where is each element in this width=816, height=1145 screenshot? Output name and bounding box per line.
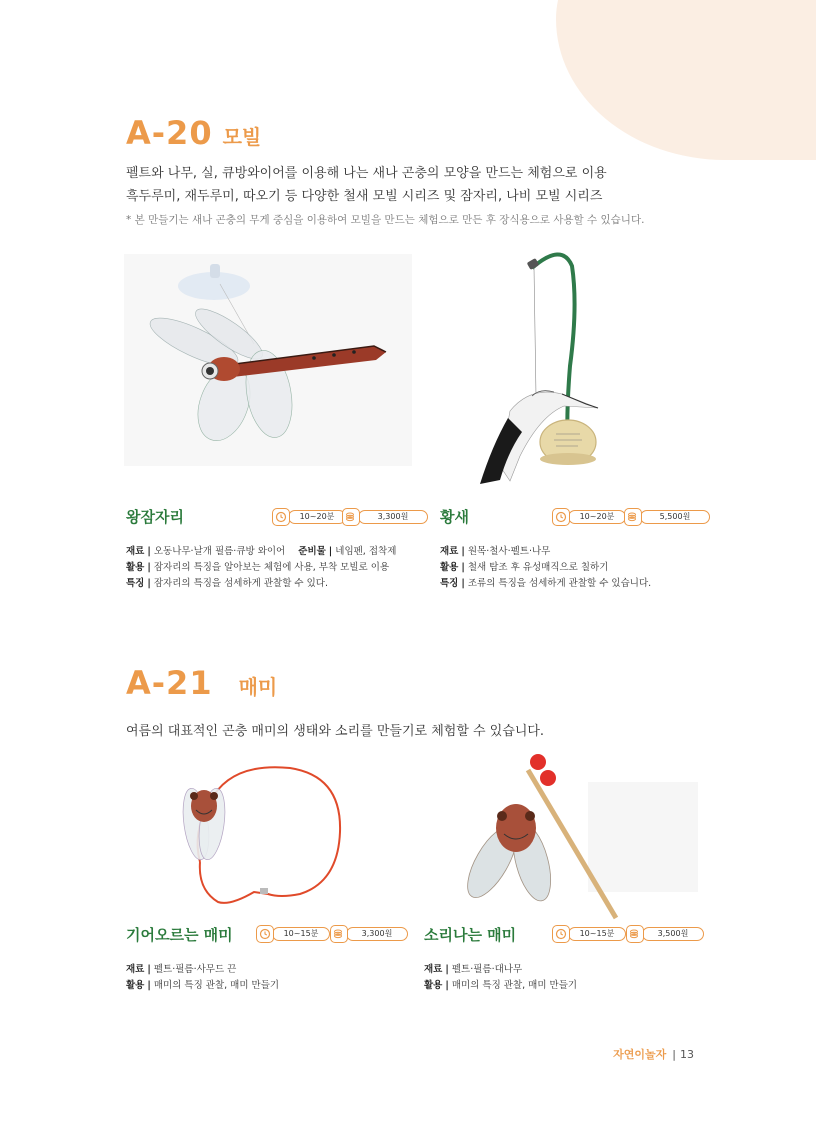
description-line: 여름의 대표적인 곤충 매미의 생태와 소리를 만들기로 체험할 수 있습니다. [126, 724, 545, 739]
section-name: 모빌 [222, 125, 262, 149]
price-value: 5,500원 [640, 510, 710, 524]
detail-text: 철새 탐조 후 유성매직으로 칠하기 [467, 562, 609, 573]
coins-icon [624, 508, 642, 526]
detail-label: 활용 [440, 562, 459, 573]
dragonfly-illustration [124, 254, 412, 466]
time-pill [552, 926, 626, 942]
clock-icon [552, 508, 570, 526]
sounding-cicada-photo [420, 752, 700, 922]
footer-divider: | [672, 1047, 676, 1061]
section-description [126, 720, 544, 743]
detail-text: 네임펜, 접착제 [335, 546, 397, 557]
section-heading-a20 [126, 114, 261, 152]
detail-label: 활용 [424, 980, 443, 991]
product-details [126, 962, 279, 994]
detail-label: 특징 [440, 578, 459, 589]
price-pill [624, 509, 710, 525]
detail-row-material: 재료 | 오동나무·날개 필름·큐방 와이어 준비물 | 네임펜, 접착제 [126, 546, 397, 557]
detail-label: 재료 [126, 546, 145, 557]
time-value: 10~20분 [568, 510, 626, 524]
product-details [424, 962, 577, 994]
price-value: 3,300원 [358, 510, 428, 524]
detail-row-use: 활용 | 매미의 특징 관찰, 매미 만들기 [126, 980, 280, 991]
detail-label: 활용 [126, 562, 145, 573]
detail-label: 준비물 [298, 546, 326, 557]
product-title: 기어오르는 매미 [126, 926, 233, 944]
coins-icon [330, 925, 348, 943]
stork-illustration [470, 246, 618, 486]
detail-text: 오동나무·날개 필름·큐방 와이어 [153, 546, 286, 557]
detail-row-use: 활용 | 철새 탐조 후 유성매직으로 칠하기 [440, 562, 609, 573]
detail-text: 원목·철사·펠트·나무 [467, 546, 551, 557]
detail-text: 잠자리의 특징을 알아보는 체험에 사용, 부착 모빌로 이용 [153, 562, 390, 573]
clock-icon [256, 925, 274, 943]
description-line: 펠트와 나무, 실, 큐방와이어를 이용해 나는 새나 곤충의 모양을 만드는 체험으로 이용 [126, 166, 607, 181]
section-name: 매미 [238, 675, 278, 699]
climbing-cicada-illustration [170, 762, 350, 912]
detail-row-use: 활용 | 잠자리의 특징을 알아보는 체험에 사용, 부착 모빌로 이용 [126, 562, 390, 573]
detail-label: 재료 [440, 546, 459, 557]
description-line: 흑두루미, 재두루미, 따오기 등 다양한 철새 모빌 시리즈 및 잠자리, 나비 모빌 시리즈 [126, 189, 603, 204]
price-pill [330, 926, 408, 942]
dragonfly-photo [124, 254, 412, 466]
coins-icon [342, 508, 360, 526]
section-code: A-20 [126, 114, 213, 152]
stork-photo [470, 246, 618, 486]
section-heading-a21 [126, 664, 277, 702]
detail-label: 활용 [126, 980, 145, 991]
climbing-cicada-photo [170, 762, 350, 912]
detail-text: 펠트·필름·사무드 끈 [153, 964, 237, 975]
sounding-cicada-illustration [420, 752, 700, 922]
detail-row-material: 재료 | 펠트·필름·사무드 끈 [126, 964, 237, 975]
section-code: A-21 [126, 664, 213, 702]
section-note: * 본 만들기는 새나 곤충의 무게 중심을 이용하여 모빌을 만드는 체험으로 만든 후 장식용으로 사용할 수 있습니다. [126, 214, 645, 226]
detail-label: 재료 [424, 964, 443, 975]
time-value: 10~15분 [272, 927, 330, 941]
coins-icon [626, 925, 644, 943]
detail-text: 조류의 특징을 섬세하게 관찰할 수 있습니다. [467, 578, 652, 589]
price-pill [342, 509, 428, 525]
time-pill [552, 509, 626, 525]
time-value: 10~15분 [568, 927, 626, 941]
clock-icon [552, 925, 570, 943]
product-details [440, 544, 651, 592]
detail-text: 펠트·필름·대나무 [451, 964, 523, 975]
price-pill [626, 926, 704, 942]
product-details [126, 544, 396, 592]
product-title: 소리나는 매미 [424, 926, 517, 944]
detail-label: 재료 [126, 964, 145, 975]
section-description [126, 162, 607, 208]
clock-icon [272, 508, 290, 526]
time-pill [256, 926, 330, 942]
detail-text: 매미의 특징 관찰, 매미 만들기 [153, 980, 280, 991]
detail-text: 매미의 특징 관찰, 매미 만들기 [451, 980, 578, 991]
price-value: 3,500원 [642, 927, 704, 941]
product-title: 황새 [440, 508, 469, 526]
detail-row-material: 재료 | 원목·철사·펠트·나무 [440, 546, 551, 557]
detail-row-feature: 특징 | 조류의 특징을 섬세하게 관찰할 수 있습니다. [440, 578, 652, 589]
product-title: 왕잠자리 [126, 508, 184, 526]
detail-row-use: 활용 | 매미의 특징 관찰, 매미 만들기 [424, 980, 578, 991]
price-value: 3,300원 [346, 927, 408, 941]
page-number: 13 [680, 1047, 694, 1061]
detail-text: 잠자리의 특징을 섬세하게 관찰할 수 있다. [153, 578, 328, 589]
brand-logo: 자연이놀자 [613, 1048, 667, 1061]
page-footer [613, 1046, 694, 1062]
detail-row-feature: 특징 | 잠자리의 특징을 섬세하게 관찰할 수 있다. [126, 578, 328, 589]
detail-row-material: 재료 | 펠트·필름·대나무 [424, 964, 523, 975]
time-value: 10~20분 [288, 510, 346, 524]
detail-label: 특징 [126, 578, 145, 589]
corner-decoration [556, 0, 816, 160]
time-pill [272, 509, 346, 525]
